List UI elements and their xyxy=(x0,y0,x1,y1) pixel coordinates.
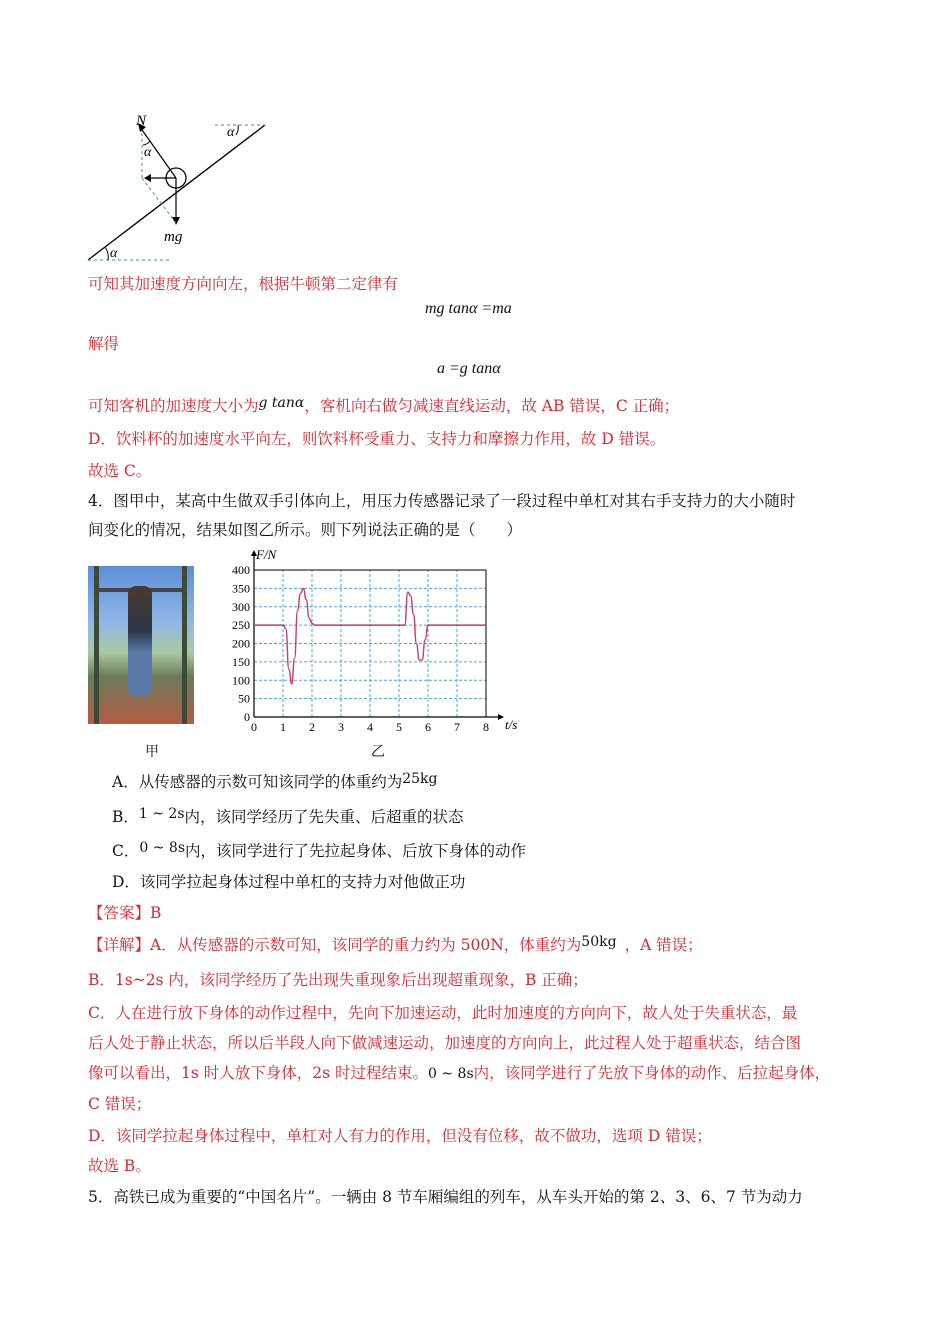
x-tick-label: 4 xyxy=(367,720,373,734)
question-5-stem: 5．高铁已成为重要的“中国名片”。一辆由 8 节车厢编组的列车，从车头开始的第 2、3、6、7 节为动力 xyxy=(88,1188,803,1206)
text-line: 故选 C。 xyxy=(88,462,152,480)
question-4-stem: 4．图甲中，某高中生做双手引体向上，用压力传感器记录了一段过程中单杠对其右手支持力的大小随时 xyxy=(88,492,796,510)
option-c[interactable] xyxy=(112,840,526,863)
inline-math: 25kg xyxy=(402,771,438,787)
detail-text: 内，该同学进行了先放下身体的动作、后拉起身体， xyxy=(473,1064,831,1082)
equation-1: mg tanα =ma xyxy=(425,300,512,317)
person xyxy=(128,586,152,696)
detail-line: 后人处于静止状态，所以后半段人向下做减速运动，加速度的方向向上，此过程人处于超重状态，结合图 xyxy=(88,1034,802,1052)
x-tick-label: 8 xyxy=(483,720,489,734)
pullup-photo xyxy=(88,566,194,724)
question-4-stem: 间变化的情况，结果如图乙所示。则下列说法正确的是（ ） xyxy=(88,521,523,539)
detail-line xyxy=(88,934,703,957)
detail-tag: 【详解】 xyxy=(88,936,151,954)
inline-math: 50kg xyxy=(581,934,617,950)
x-tick-label: 3 xyxy=(338,720,344,734)
y-axis-label: F/N xyxy=(256,547,277,562)
x-tick-label: 5 xyxy=(396,720,402,734)
text-part: ，客机向右做匀减速直线运动，故 AB 错误，C 正确； xyxy=(304,397,680,415)
text-line xyxy=(88,395,679,418)
option-text: A．从传感器的示数可知该同学的体重约为 xyxy=(112,773,403,791)
option-d[interactable]: D．该同学拉起身体过程中单杠的支持力对他做正功 xyxy=(112,873,466,891)
option-b[interactable] xyxy=(112,806,464,829)
y-tick-label: 150 xyxy=(232,654,250,669)
inline-math: 0 ~ 8s xyxy=(428,1066,474,1082)
x-tick-label: 2 xyxy=(309,720,315,734)
x-axis-label: t/s xyxy=(505,717,518,732)
option-text: 内，该同学经历了先失重、后超重的状态 xyxy=(184,808,464,826)
x-axis-arrow xyxy=(498,714,504,720)
alpha-label-bottom: α xyxy=(110,246,118,261)
alpha-label-n: α xyxy=(144,145,152,160)
alpha-label-top: α xyxy=(227,125,235,140)
y-tick-label: 100 xyxy=(232,673,250,688)
detail-line: 故选 B。 xyxy=(88,1157,151,1175)
text-line: D．饮料杯的加速度水平向左，则饮料杯受重力、支持力和摩擦力作用，故 D 错误。 xyxy=(88,430,666,448)
y-tick-label: 300 xyxy=(232,599,250,614)
detail-text: 像可以看出，1s 时人放下身体，2s 时过程结束。 xyxy=(88,1064,428,1082)
option-text: B． xyxy=(112,808,139,826)
y-tick-label: 0 xyxy=(244,710,250,724)
post xyxy=(94,566,99,724)
y-tick-label: 50 xyxy=(238,691,250,706)
detail-line: D．该同学拉起身体过程中，单杠对人有力的作用，但没有位移，故不做功，选项 D 错误； xyxy=(88,1127,712,1145)
detail-line: B．1s~2s 内，该同学经历了先出现失重现象后出现超重现象，B 正确； xyxy=(88,971,588,989)
figure-label-jia: 甲 xyxy=(145,744,159,760)
option-text: 内，该同学进行了先拉起身体、后放下身体的动作 xyxy=(185,842,527,860)
inline-math: 1 ~ 2s xyxy=(138,806,185,822)
mg-label: mg xyxy=(164,229,183,245)
text-line: 可知其加速度方向向左，根据牛顿第二定律有 xyxy=(88,275,399,293)
option-a[interactable] xyxy=(112,771,437,794)
detail-line: C．人在进行放下身体的动作过程中，先向下加速运动，此时加速度的方向向下，故人处于失重状态，最 xyxy=(88,1004,798,1022)
text-part: 可知客机的加速度大小为 xyxy=(88,397,259,415)
x-tick-label: 0 xyxy=(251,720,257,734)
inline-math: 0 ~ 8s xyxy=(139,840,186,856)
y-tick-label: 350 xyxy=(232,581,250,596)
equation-2: a =g tanα xyxy=(437,360,501,377)
text-line: 解得 xyxy=(88,335,120,353)
post xyxy=(182,566,187,724)
y-tick-label: 400 xyxy=(232,563,250,577)
y-tick-label: 200 xyxy=(232,636,250,651)
detail-text: ，A 错误； xyxy=(624,936,703,954)
x-tick-label: 1 xyxy=(280,720,286,734)
option-text: C． xyxy=(112,842,140,860)
force-diagram xyxy=(80,105,280,275)
y-tick-label: 250 xyxy=(232,618,250,633)
detail-line: C 错误； xyxy=(88,1095,152,1113)
x-tick-label: 6 xyxy=(425,720,431,734)
detail-line xyxy=(88,1062,830,1085)
figure-label-yi: 乙 xyxy=(371,744,385,760)
x-tick-label: 7 xyxy=(454,720,460,734)
answer-line: 【答案】B xyxy=(88,904,162,922)
force-time-chart xyxy=(222,545,527,735)
n-label: N xyxy=(136,113,147,129)
detail-text: A．从传感器的示数可知，该同学的重力约为 500N，体重约为 xyxy=(150,936,582,954)
inline-math: g tanα xyxy=(258,395,305,411)
